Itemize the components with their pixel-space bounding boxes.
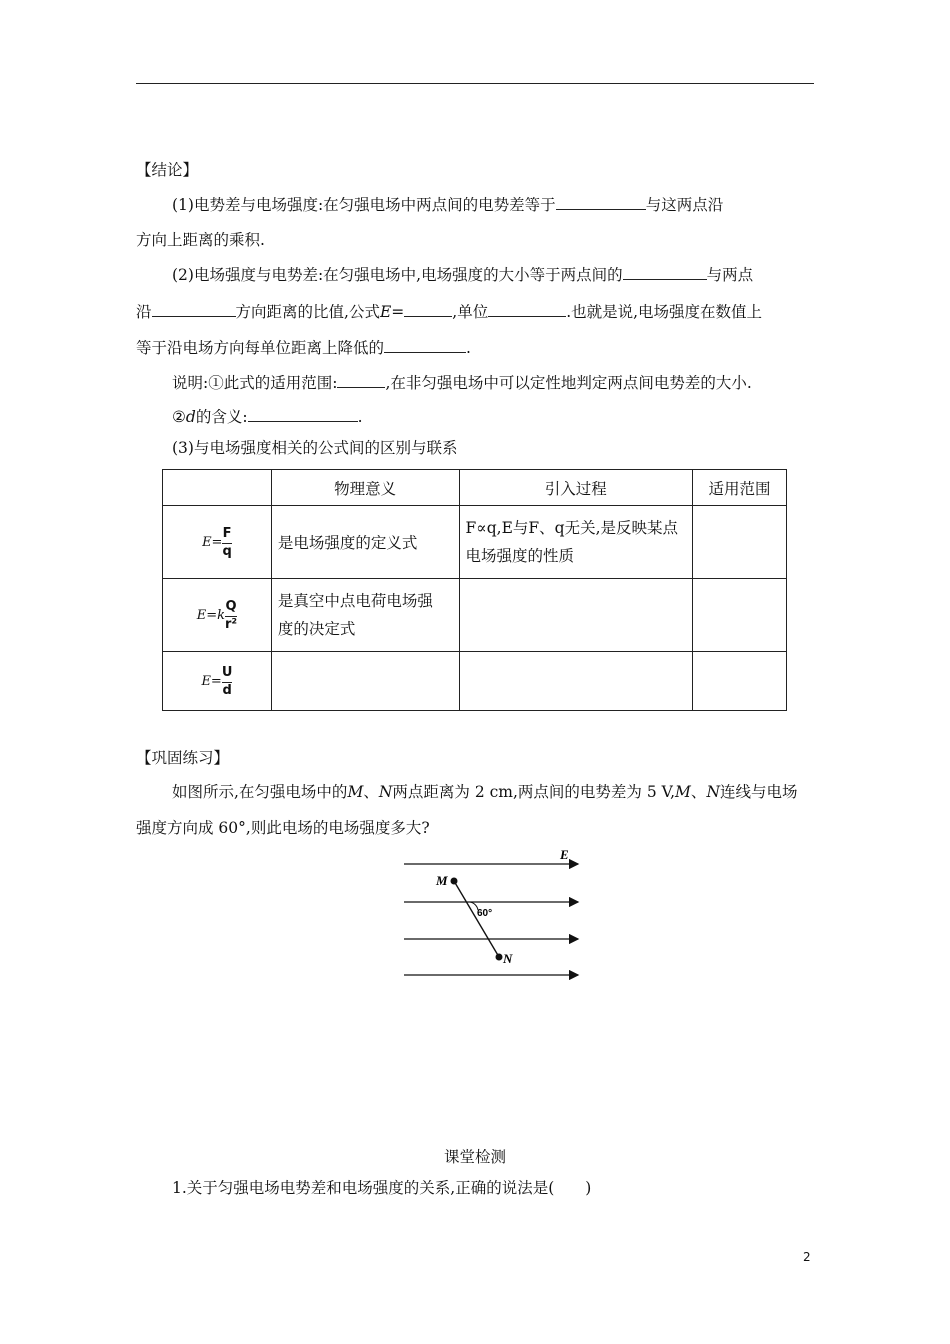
table-cell: [693, 652, 787, 711]
table-cell: F∝q,E与F、q无关,是反映某点 电场强度的性质: [459, 506, 693, 579]
paragraph-2-line-3: 等于沿电场方向每单位距离上降低的 .: [136, 339, 471, 357]
fill-blank[interactable]: [248, 406, 358, 422]
table-cell: 是电场强度的定义式: [271, 506, 459, 579]
paragraph-1-line-1: (1)电势差与电场强度:在匀强电场中两点间的电势差等于 与这两点沿: [172, 196, 724, 214]
table-cell: [693, 579, 787, 652]
conclusion-heading: 【结论】: [136, 161, 199, 179]
field-diagram: [390, 840, 590, 985]
fill-blank[interactable]: [488, 301, 566, 317]
note-line-1: 说明:①此式的适用范围: ,在非匀强电场中可以定性地判定两点间电势差的大小.: [172, 374, 752, 392]
paragraph-2-line-2: 沿 方向距离的比值,公式E= ,单位 .也就是说,电场强度在数值上: [136, 303, 763, 321]
fill-blank[interactable]: [556, 194, 646, 210]
check-question-1: 1.关于匀强电场电势差和电场强度的关系,正确的说法是( ): [172, 1179, 592, 1197]
point-n: [496, 954, 503, 961]
label-m: M: [436, 873, 448, 888]
angle-label: 60°: [477, 908, 493, 919]
fraction: $\frac{U}{d}$: [221, 664, 233, 698]
page-number: 2: [803, 1250, 811, 1264]
check-title: 课堂检测: [443, 1148, 506, 1166]
point-m: [451, 878, 458, 885]
paragraph-1-line-2: 方向上距离的乘积.: [136, 231, 265, 249]
table-header-row: [163, 470, 787, 506]
table-cell: [693, 506, 787, 579]
fill-blank[interactable]: [152, 301, 236, 317]
paragraph-2-line-1: (2)电场强度与电势差:在匀强电场中,电场强度的大小等于两点间的 与两点: [172, 266, 754, 284]
practice-question-line-2: 强度方向成 60°,则此电场的电场强度多大?: [136, 819, 430, 837]
practice-heading: 【巩固练习】: [136, 749, 230, 767]
table-cell: [459, 652, 693, 711]
table-header-empty: [163, 470, 272, 506]
table-row: [163, 652, 787, 711]
mn-segment: [454, 881, 499, 957]
table-cell: 是真空中点电荷电场强 度的决定式: [271, 579, 459, 652]
field-label-e: E: [560, 847, 569, 862]
fill-blank[interactable]: [404, 301, 452, 317]
formula-comparison-table: [162, 469, 787, 711]
practice-question-line-1: 如图所示,在匀强电场中的M、N两点距离为 2 cm,两点间的电势差为 5 V,M、N连线与电场: [172, 783, 798, 801]
note-line-2: ②d的含义: .: [172, 408, 363, 426]
table-row: [163, 506, 787, 579]
table-header-cell: 引入过程: [459, 470, 693, 506]
table-cell: [271, 652, 459, 711]
formula-cell: E= $\frac{F}{q}$: [163, 506, 272, 579]
fraction: $\frac{Q}{\text{r²}}$: [225, 598, 238, 632]
fill-blank[interactable]: [337, 372, 385, 388]
table-header-cell: 物理意义: [271, 470, 459, 506]
fill-blank[interactable]: [623, 264, 707, 280]
table-header-cell: 适用范围: [693, 470, 787, 506]
table-row: [163, 579, 787, 652]
header-rule: [136, 83, 814, 84]
table-cell: [459, 579, 693, 652]
label-n: N: [503, 951, 513, 966]
formula-cell: E= $\frac{U}{d}$: [163, 652, 272, 711]
fill-blank[interactable]: [384, 337, 466, 353]
formula-cell: E=k $\frac{Q}{\text{r²}}$: [163, 579, 272, 652]
fraction: $\frac{F}{q}$: [222, 525, 232, 559]
paragraph-3: (3)与电场强度相关的公式间的区别与联系: [172, 439, 458, 457]
